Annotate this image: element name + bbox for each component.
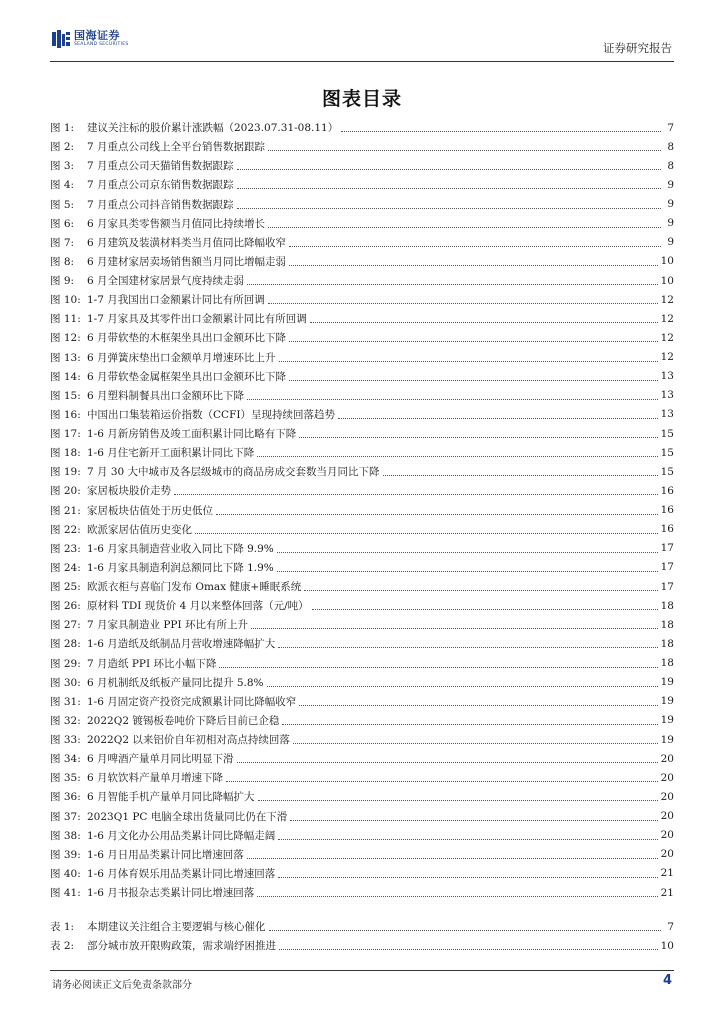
entry-page-number: 16 [660,523,674,536]
leader-dots [277,552,658,553]
entry-title: 7 月重点公司线上全平台销售数据跟踪 [87,141,266,154]
entry-title: 6 月带软垫金属框架坐具出口金额环比下降 [87,370,287,383]
entry-page-number: 19 [660,733,674,746]
leader-dots [257,896,657,897]
leader-dots [289,265,658,266]
leader-dots [268,150,661,151]
figure-entry[interactable] [50,309,674,328]
entry-title: 2023Q1 PC 电脑全球出货量同比仍在下滑 [87,810,288,823]
entry-title: 1-6 月固定资产投资完成额累计同比降幅收窄 [87,695,297,708]
entry-title: 1-6 月体育娱乐用品类累计同比增速回落 [87,867,276,880]
entry-title: 欧派衣柜与喜临门发布 Omax 健康+睡眠系统 [87,581,302,594]
entry-label: 图 25: [50,581,81,594]
figure-list [50,118,674,902]
company-logo [52,30,129,48]
entry-label: 图 9: [50,275,75,288]
entry-title: 2022Q2 镀锡板卷吨价下降后目前已企稳 [87,714,280,727]
entry-label: 图 18: [50,447,81,460]
entry-page-number: 19 [660,714,674,727]
leader-dots [216,514,658,515]
leader-dots [257,456,657,457]
entry-page-number: 17 [660,580,674,593]
entry-label: 图 40: [50,867,81,880]
entry-label: 图 15: [50,389,81,402]
table-list [50,917,674,955]
entry-label: 图 21: [50,504,81,517]
entry-page-number: 15 [660,446,674,459]
figure-entry[interactable] [50,443,674,462]
entry-page-number: 12 [660,351,674,364]
entry-label: 图 38: [50,829,81,842]
leader-dots [268,303,658,304]
entry-title: 7 月 30 大中城市及各层级城市的商品房成交套数当月同比下降 [87,466,380,479]
entry-page-number: 19 [660,695,674,708]
figure-entry[interactable] [50,615,674,634]
entry-page-number: 7 [667,920,674,933]
entry-page-number: 18 [660,657,674,670]
figure-entry[interactable] [50,711,674,730]
figure-entry[interactable] [50,424,674,443]
entry-title: 7 月重点公司京东销售数据跟踪 [87,179,234,192]
leader-dots [269,930,662,931]
leader-dots [278,647,657,648]
entry-title: 7 月重点公司抖音销售数据跟踪 [87,198,234,211]
entry-title: 6 月全国建材家居景气度持续走弱 [87,275,245,288]
leader-dots [304,590,657,591]
entry-page-number: 18 [660,637,674,650]
entry-page-number: 20 [660,810,674,823]
leader-dots [174,494,658,495]
leader-dots [289,380,658,381]
entry-label: 图 34: [50,753,81,766]
entry-page-number: 15 [660,427,674,440]
entry-title: 建议关注标的股价累计涨跌幅（2023.07.31-08.11） [87,122,339,135]
figure-entry[interactable] [50,692,674,711]
entry-label: 图 13: [50,351,81,364]
entry-page-number: 18 [660,618,674,631]
leader-dots [247,399,658,400]
leader-dots [247,858,658,859]
page-header [0,0,724,60]
leader-dots [282,724,657,725]
leader-dots [258,800,658,801]
figure-entry[interactable] [50,175,674,194]
figure-entry[interactable] [50,807,674,826]
entry-page-number: 10 [660,939,674,952]
entry-label: 表 1: [50,921,75,934]
entry-label: 图 32: [50,714,81,727]
figure-entry[interactable] [50,730,674,749]
leader-dots [289,246,661,247]
entry-label: 图 37: [50,810,81,823]
leader-dots [267,686,658,687]
entry-label: 图 30: [50,676,81,689]
entry-page-number: 13 [660,370,674,383]
entry-title: 6 月弹簧床垫出口金额单月增速环比上升 [87,351,276,364]
entry-page-number: 17 [660,561,674,574]
entry-title: 1-6 月文化办公用品类累计同比降幅走阔 [87,829,276,842]
figure-entry[interactable] [50,328,674,347]
entry-title: 欧派家居估值历史变化 [87,523,192,536]
header-divider [50,61,674,62]
entry-page-number: 18 [660,599,674,612]
entry-title: 6 月塑料制餐具出口金额环比下降 [87,389,245,402]
entry-title: 1-7 月家具及其零件出口金额累计同比有所回调 [87,313,307,326]
entry-page-number: 16 [660,484,674,497]
entry-label: 图 3: [50,160,75,173]
entry-page-number: 12 [660,293,674,306]
entry-title: 6 月智能手机产量单月同比降幅扩大 [87,791,255,804]
entry-title: 1-6 月家具制造营业收入同比下降 9.9% [87,542,274,555]
entry-label: 表 2: [50,940,75,953]
footer-divider [50,970,674,971]
figure-entry[interactable] [50,195,674,214]
leader-dots [383,475,658,476]
entry-label: 图 2: [50,141,75,154]
entry-title: 7 月家具制造业 PPI 环比有所上升 [87,619,248,632]
entry-title: 1-6 月住宅新开工面积累计同比下降 [87,447,255,460]
figure-entry[interactable] [50,577,674,596]
entry-title: 中国出口集装箱运价指数（CCFI）呈现持续回落趋势 [87,408,336,421]
report-type: 证券研究报告 [603,41,672,55]
table-entry[interactable] [50,917,674,936]
figure-entry[interactable] [50,481,674,500]
entry-label: 图 7: [50,236,75,249]
entry-title: 1-6 月新房销售及竣工面积累计同比略有下降 [87,428,297,441]
footer-disclaimer: 请务必阅读正文后免责条款部分 [52,980,192,991]
entry-label: 图 27: [50,619,81,632]
entry-title: 6 月建材家居卖场销售额当月同比增幅走弱 [87,255,287,268]
entry-label: 图 4: [50,179,75,192]
entry-page-number: 20 [660,752,674,765]
entry-page-number: 20 [660,771,674,784]
figure-entry[interactable] [50,386,674,405]
entry-label: 图 24: [50,561,81,574]
figure-entry[interactable] [50,845,674,864]
entry-page-number: 8 [667,159,674,172]
entry-label: 图 6: [50,217,75,230]
leader-dots [279,949,658,950]
leader-dots [251,628,658,629]
figure-entry[interactable] [50,539,674,558]
entry-label: 图 11: [50,313,81,326]
figure-entry[interactable] [50,501,674,520]
entry-page-number: 10 [660,274,674,287]
leader-dots [293,743,658,744]
leader-dots [226,781,658,782]
leader-dots [247,284,658,285]
figure-entry[interactable] [50,749,674,768]
figure-entry[interactable] [50,520,674,539]
entry-page-number: 9 [667,217,674,230]
entry-title: 6 月建筑及装潢材料类当月值同比降幅收窄 [87,236,287,249]
entry-page-number: 21 [660,886,674,899]
entry-page-number: 9 [667,236,674,249]
entry-page-number: 17 [660,542,674,555]
entry-title: 1-6 月书报杂志类累计同比增速回落 [87,887,255,900]
entry-label: 图 14: [50,370,81,383]
figure-entry[interactable] [50,290,674,309]
entry-title: 6 月家具类零售额当月值同比持续增长 [87,217,266,230]
page-title: 图表目录 [321,88,402,110]
entry-label: 图 23: [50,542,81,555]
entry-page-number: 7 [667,121,674,134]
figure-entry[interactable] [50,826,674,845]
leader-dots [290,820,657,821]
entry-label: 图 39: [50,848,81,861]
figure-entry[interactable] [50,271,674,290]
entry-page-number: 13 [660,389,674,402]
leader-dots [310,322,658,323]
entry-title: 7 月重点公司天猫销售数据跟踪 [87,160,234,173]
logo-cn-text: 国海证券 [74,29,120,43]
entry-page-number: 20 [660,790,674,803]
entry-label: 图 10: [50,294,81,307]
entry-label: 图 1: [50,122,75,135]
entry-label: 图 35: [50,772,81,785]
figure-entry[interactable] [50,137,674,156]
entry-page-number: 12 [660,331,674,344]
entry-title: 原材料 TDI 现货价 4 月以来整体回落（元/吨） [87,600,309,613]
leader-dots [341,131,661,132]
figure-entry[interactable] [50,252,674,271]
leader-dots [277,571,658,572]
figure-entry[interactable] [50,348,674,367]
entry-label: 图 41: [50,887,81,900]
entry-title: 6 月啤酒产量单月同比明显下滑 [87,753,234,766]
entry-title: 1-6 月家具制造利润总额同比下降 1.9% [87,561,274,574]
leader-dots [278,877,657,878]
figure-entry[interactable] [50,558,674,577]
entry-label: 图 17: [50,428,81,441]
entry-label: 图 19: [50,466,81,479]
leader-dots [219,667,657,668]
figure-entry[interactable] [50,634,674,653]
figure-entry[interactable] [50,883,674,902]
leader-dots [237,188,661,189]
entry-label: 图 31: [50,695,81,708]
entry-page-number: 9 [667,178,674,191]
leader-dots [338,418,658,419]
entry-title: 2022Q2 以来铝价自年初相对高点持续回落 [87,734,290,747]
leader-dots [299,437,657,438]
entry-label: 图 28: [50,638,81,651]
entry-page-number: 10 [660,255,674,268]
page-number: 4 [662,973,672,988]
entry-title: 部分城市放开限购政策，需求端纾困推进 [87,940,276,953]
entry-title: 家居板块股价走势 [87,485,171,498]
entry-label: 图 16: [50,408,81,421]
entry-page-number: 13 [660,408,674,421]
entry-page-number: 19 [660,676,674,689]
entry-title: 家居板块估值处于历史低位 [87,504,213,517]
entry-page-number: 21 [660,867,674,880]
entry-title: 1-6 月日用品类累计同比增速回落 [87,848,244,861]
entry-page-number: 15 [660,465,674,478]
entry-page-number: 20 [660,848,674,861]
leader-dots [278,839,657,840]
entry-label: 图 12: [50,332,81,345]
entry-page-number: 16 [660,504,674,517]
figure-entry[interactable] [50,768,674,787]
leader-dots [237,169,661,170]
entry-page-number: 12 [660,312,674,325]
entry-label: 图 29: [50,657,81,670]
entry-title: 6 月机制纸及纸板产量同比提升 5.8% [87,676,264,689]
entry-label: 图 5: [50,198,75,211]
entry-label: 图 8: [50,255,75,268]
figure-entry[interactable] [50,654,674,673]
figure-entry[interactable] [50,596,674,615]
figure-entry[interactable] [50,864,674,883]
logo-mark-icon [52,30,70,48]
entry-title: 本期建议关注组合主要逻辑与核心催化 [87,921,266,934]
entry-label: 图 33: [50,734,81,747]
leader-dots [312,609,658,610]
entry-title: 1-6 月造纸及纸制品月营收增速降幅扩大 [87,638,276,651]
logo-en-text: SEALAND SECURITIES [74,42,129,48]
figure-entry[interactable] [50,673,674,692]
figure-entry[interactable] [50,214,674,233]
entry-label: 图 20: [50,485,81,498]
leader-dots [237,762,658,763]
figure-entry[interactable] [50,118,674,137]
figure-entry[interactable] [50,787,674,806]
figure-entry[interactable] [50,405,674,424]
figure-entry[interactable] [50,233,674,252]
table-entry[interactable] [50,936,674,955]
leader-dots [195,533,658,534]
leader-dots [237,208,661,209]
figure-entry[interactable] [50,156,674,175]
leader-dots [299,705,657,706]
figure-entry[interactable] [50,367,674,386]
entry-page-number: 8 [667,140,674,153]
entry-label: 图 36: [50,791,81,804]
entry-title: 1-7 月我国出口金额累计同比有所回调 [87,294,265,307]
entry-page-number: 20 [660,829,674,842]
leader-dots [268,227,661,228]
leader-dots [279,361,658,362]
leader-dots [289,341,658,342]
entry-label: 图 26: [50,600,81,613]
figure-entry[interactable] [50,462,674,481]
entry-page-number: 9 [667,198,674,211]
entry-label: 图 22: [50,523,81,536]
entry-title: 6 月带软垫的木框架坐具出口金额环比下降 [87,332,287,345]
entry-title: 6 月软饮料产量单月增速下降 [87,772,224,785]
entry-title: 7 月造纸 PPI 环比小幅下降 [87,657,217,670]
